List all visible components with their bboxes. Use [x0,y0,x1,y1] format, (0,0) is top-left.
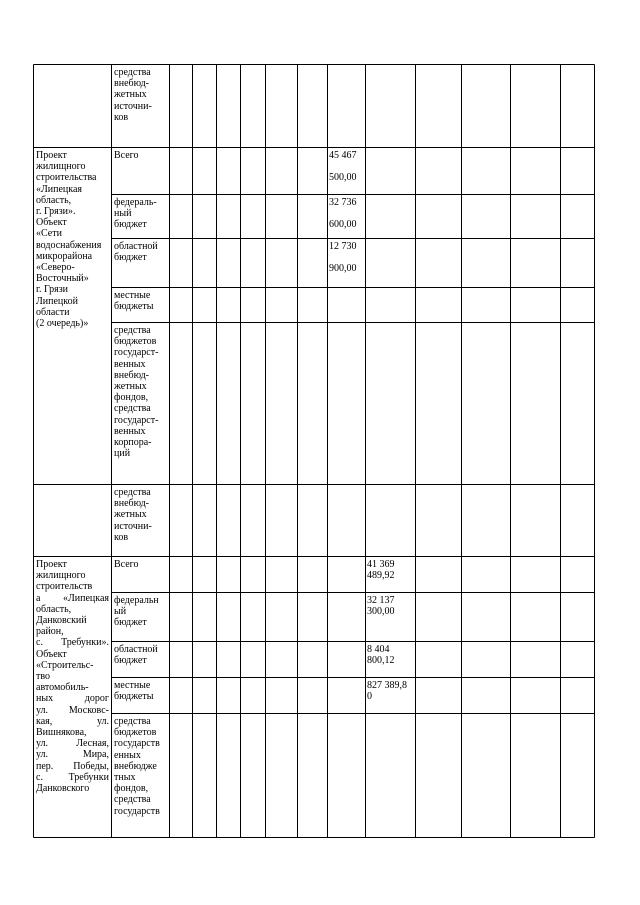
project-name-cell-line: с. Требунки». [36,637,109,649]
project-name-cell-line: «Северо- [36,262,75,274]
funding-source-cell-line: средства [114,67,151,78]
project-name-cell-line: Данковского [36,783,90,795]
funding-source-cell-line: жетных [114,89,147,101]
amount-cell-2021-line: 489,92 [367,570,395,582]
project-name-cell-line: пер. Победы, [36,760,109,772]
funding-source-cell-line: средства [114,403,151,415]
funding-source-cell-line: ков [114,111,129,123]
project-name-cell-line: строительства [36,172,97,184]
funding-source-cell-line: местные [114,290,151,301]
funding-source-cell-line: корпора- [114,437,152,449]
project-name-cell-line: область, [36,603,72,615]
funding-source-cell-line: бюджетов [114,727,157,739]
funding-source-cell [114,197,168,231]
document-page [33,64,595,838]
amount-cell-2021-line: 300,00 [367,606,395,618]
project-name-cell-line: жилищного [36,161,86,173]
funding-source-cell-line: местные [114,680,151,691]
funding-source-cell-line: жетных [114,509,147,521]
funding-source-cell-line: енных [114,749,141,761]
project-name-cell-line: Объект [36,648,67,660]
funding-source-cell-line: Всего [114,559,139,570]
project-name-cell-line: Вишнякова, [36,727,87,739]
funding-source-cell-line: жетных [114,381,147,393]
amount-cell-2020-line: 600,00 [329,219,357,231]
project-name-cell-line: ных дорог [36,693,109,705]
project-name-cell-line: ул. Лесная, [36,738,109,750]
funding-source-cell-line: государст- [114,347,159,359]
funding-source-cell-line: венных [114,358,146,370]
project-name-cell-line: «Строительс- [36,659,94,671]
funding-source-cell-line: средства [114,487,151,498]
project-name-cell-line: тво [36,671,51,683]
funding-source-cell-line: государст- [114,414,159,426]
funding-source-cell-line: бюджет [114,617,147,629]
funding-source-cell-line: внебюдже [114,760,157,772]
project-name-cell-line: кая, ул. [36,715,109,727]
amount-cell-2021 [367,644,414,666]
project-name-cell-line: жилищного [36,570,86,582]
project-name-cell-line: строительств [36,581,93,593]
funding-source-cell-line: бюджет [114,252,147,264]
amount-cell-2021-line: 8 404 [367,644,390,655]
amount-cell-2021 [367,595,414,617]
funding-source-cell-line: ций [114,448,131,460]
amount-cell-2021-line: 827 389,8 [367,680,407,691]
funding-source-cell-line: федераль- [114,197,157,208]
funding-source-cell-line: фондов, [114,392,149,404]
funding-source-cell-line: средства [114,794,151,806]
funding-source-cell-line: ков [114,531,129,543]
funding-source-cell [114,241,168,263]
funding-source-cell [114,559,168,570]
project-name-cell-line: автомобиль- [36,682,89,694]
funding-source-cell [114,487,168,543]
project-name-cell-line: Восточный» [36,273,89,285]
project-name-cell-line: (2 очередь)» [36,318,89,330]
funding-source-cell [114,644,168,666]
funding-source-cell-line: федеральн [114,595,159,606]
amount-cell-2021-line: 800,12 [367,655,395,667]
amount-cell-2020 [329,150,364,184]
funding-source-cell [114,595,168,629]
project-name-cell-line: микрорайона [36,250,93,262]
amount-cell-2020-line: 500,00 [329,172,357,184]
funding-source-cell-line: ый [114,606,127,618]
amount-cell-2021-line: 32 137 [367,595,395,606]
project-name-cell-line: с. Требунки [36,771,109,783]
amount-cell-2020-line [329,161,364,172]
amount-cell-2021-line: 41 369 [367,559,395,570]
project-name-cell-line: Липецкой [36,295,78,307]
funding-source-cell-line: средства [114,325,151,336]
funding-source-cell-line: фондов, [114,783,149,795]
amount-cell-2020-line: 12 730 [329,241,357,252]
funding-source-cell-line: областной [114,241,158,252]
project-name-cell-line: ул. Московс- [36,704,109,716]
funding-source-cell-line: бюджеты [114,301,154,313]
funding-source-cell-line: внебюд- [114,78,149,90]
funding-source-cell-line: тных [114,772,136,784]
funding-source-cell-line: внебюд- [114,498,149,510]
funding-source-cell [114,150,168,161]
funding-source-cell-line: источни- [114,520,152,532]
project-name-cell-line: «Липецкая [36,183,83,195]
project-name-cell-line: г. Грязи». [36,206,76,218]
project-name-cell-line: Данковский [36,615,87,627]
amount-cell-2020-line [329,208,364,219]
project-name-cell-line: Объект [36,217,67,229]
funding-source-cell-line: бюджет [114,219,147,231]
funding-source-cell-line: средства [114,716,151,727]
funding-source-cell-line: источни- [114,100,152,112]
funding-source-cell-line: бюджеты [114,691,154,703]
funding-source-cell-line: внебюд- [114,369,149,381]
amount-cell-2021-line: 0 [367,691,372,703]
project-name-cell-line: «Сети [36,228,62,240]
amount-cell-2020-line [329,252,364,263]
amount-cell-2020-line: 45 467 [329,150,357,161]
project-name-cell-line: г. Грязи [36,284,69,296]
amount-cell-2020-line: 32 736 [329,197,357,208]
project-name-cell-line: ул. Мира, [36,749,109,761]
amount-cell-2020 [329,241,364,275]
project-name-cell-line: области [36,306,70,318]
project-name-cell-line: водоснабжения [36,239,102,251]
funding-source-cell [114,325,168,459]
funding-source-cell-line: венных [114,425,146,437]
amount-cell-2021 [367,680,414,702]
funding-source-cell-line: бюджетов [114,336,157,348]
funding-source-cell [114,290,168,312]
funding-source-cell-line: ный [114,208,132,220]
funding-source-cell-line: Всего [114,150,139,161]
amount-cell-2020 [329,197,364,231]
funding-source-cell-line: государств [114,805,160,817]
project-name-cell [36,559,109,794]
amount-cell-2020-line: 900,00 [329,263,357,275]
funding-source-cell-line: государств [114,738,160,750]
project-name-cell-line: район, [36,626,64,638]
funding-source-cell-line: областной [114,644,158,655]
project-name-cell-line: а «Липецкая [36,592,109,604]
project-name-cell-line: Проект [36,559,67,570]
funding-source-cell-line: бюджет [114,655,147,667]
funding-source-cell [114,67,168,123]
funding-source-cell [114,716,168,817]
project-name-cell-line: область, [36,194,72,206]
project-name-cell-line: Проект [36,150,67,161]
funding-source-cell [114,680,168,702]
amount-cell-2021 [367,559,414,581]
project-name-cell [36,150,109,329]
